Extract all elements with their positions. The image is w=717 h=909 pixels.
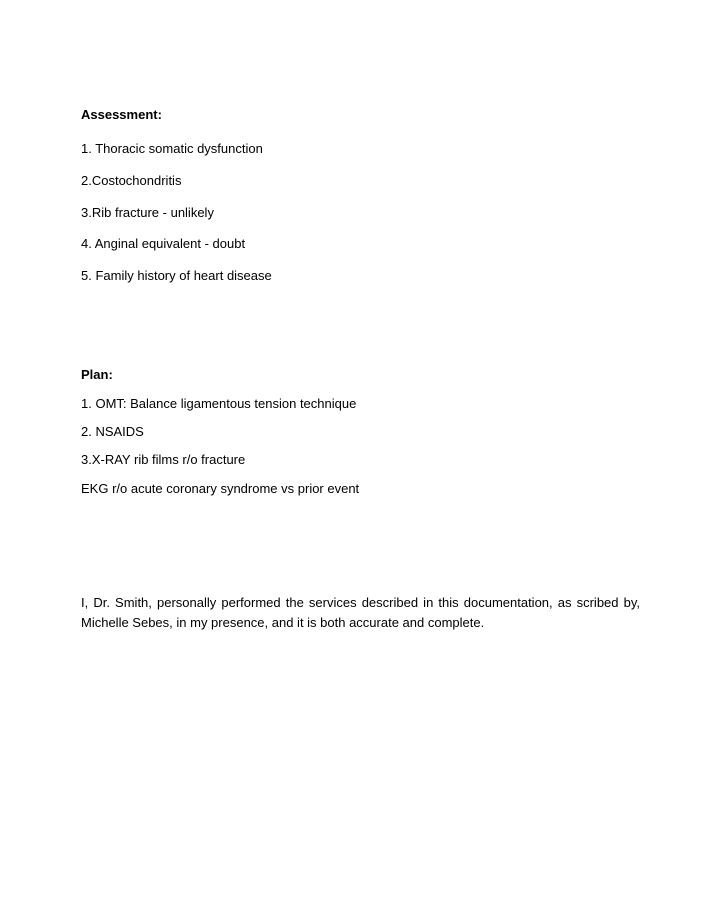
assessment-item-2: 2.Costochondritis	[81, 173, 182, 188]
attestation-statement: I, Dr. Smith, personally performed the services described in this documentation, as scribed by, Michelle Sebes, in my presence, and it is both accurate and complete.	[81, 595, 640, 630]
assessment-heading: Assessment:	[81, 107, 162, 122]
assessment-item-4: 4. Anginal equivalent - doubt	[81, 236, 246, 251]
assessment-item-1: 1. Thoracic somatic dysfunction	[81, 141, 263, 156]
plan-item-2: 2. NSAIDS	[81, 424, 144, 439]
assessment-item-3: 3.Rib fracture - unlikely	[81, 205, 214, 220]
assessment-item-5: 5. Family history of heart disease	[81, 268, 272, 283]
plan-item-3: 3.X-RAY rib films r/o fracture	[81, 452, 246, 467]
plan-heading: Plan:	[81, 367, 113, 382]
plan-item-4: EKG r/o acute coronary syndrome vs prior event	[81, 481, 360, 496]
plan-item-1: 1. OMT: Balance ligamentous tension technique	[81, 396, 357, 411]
